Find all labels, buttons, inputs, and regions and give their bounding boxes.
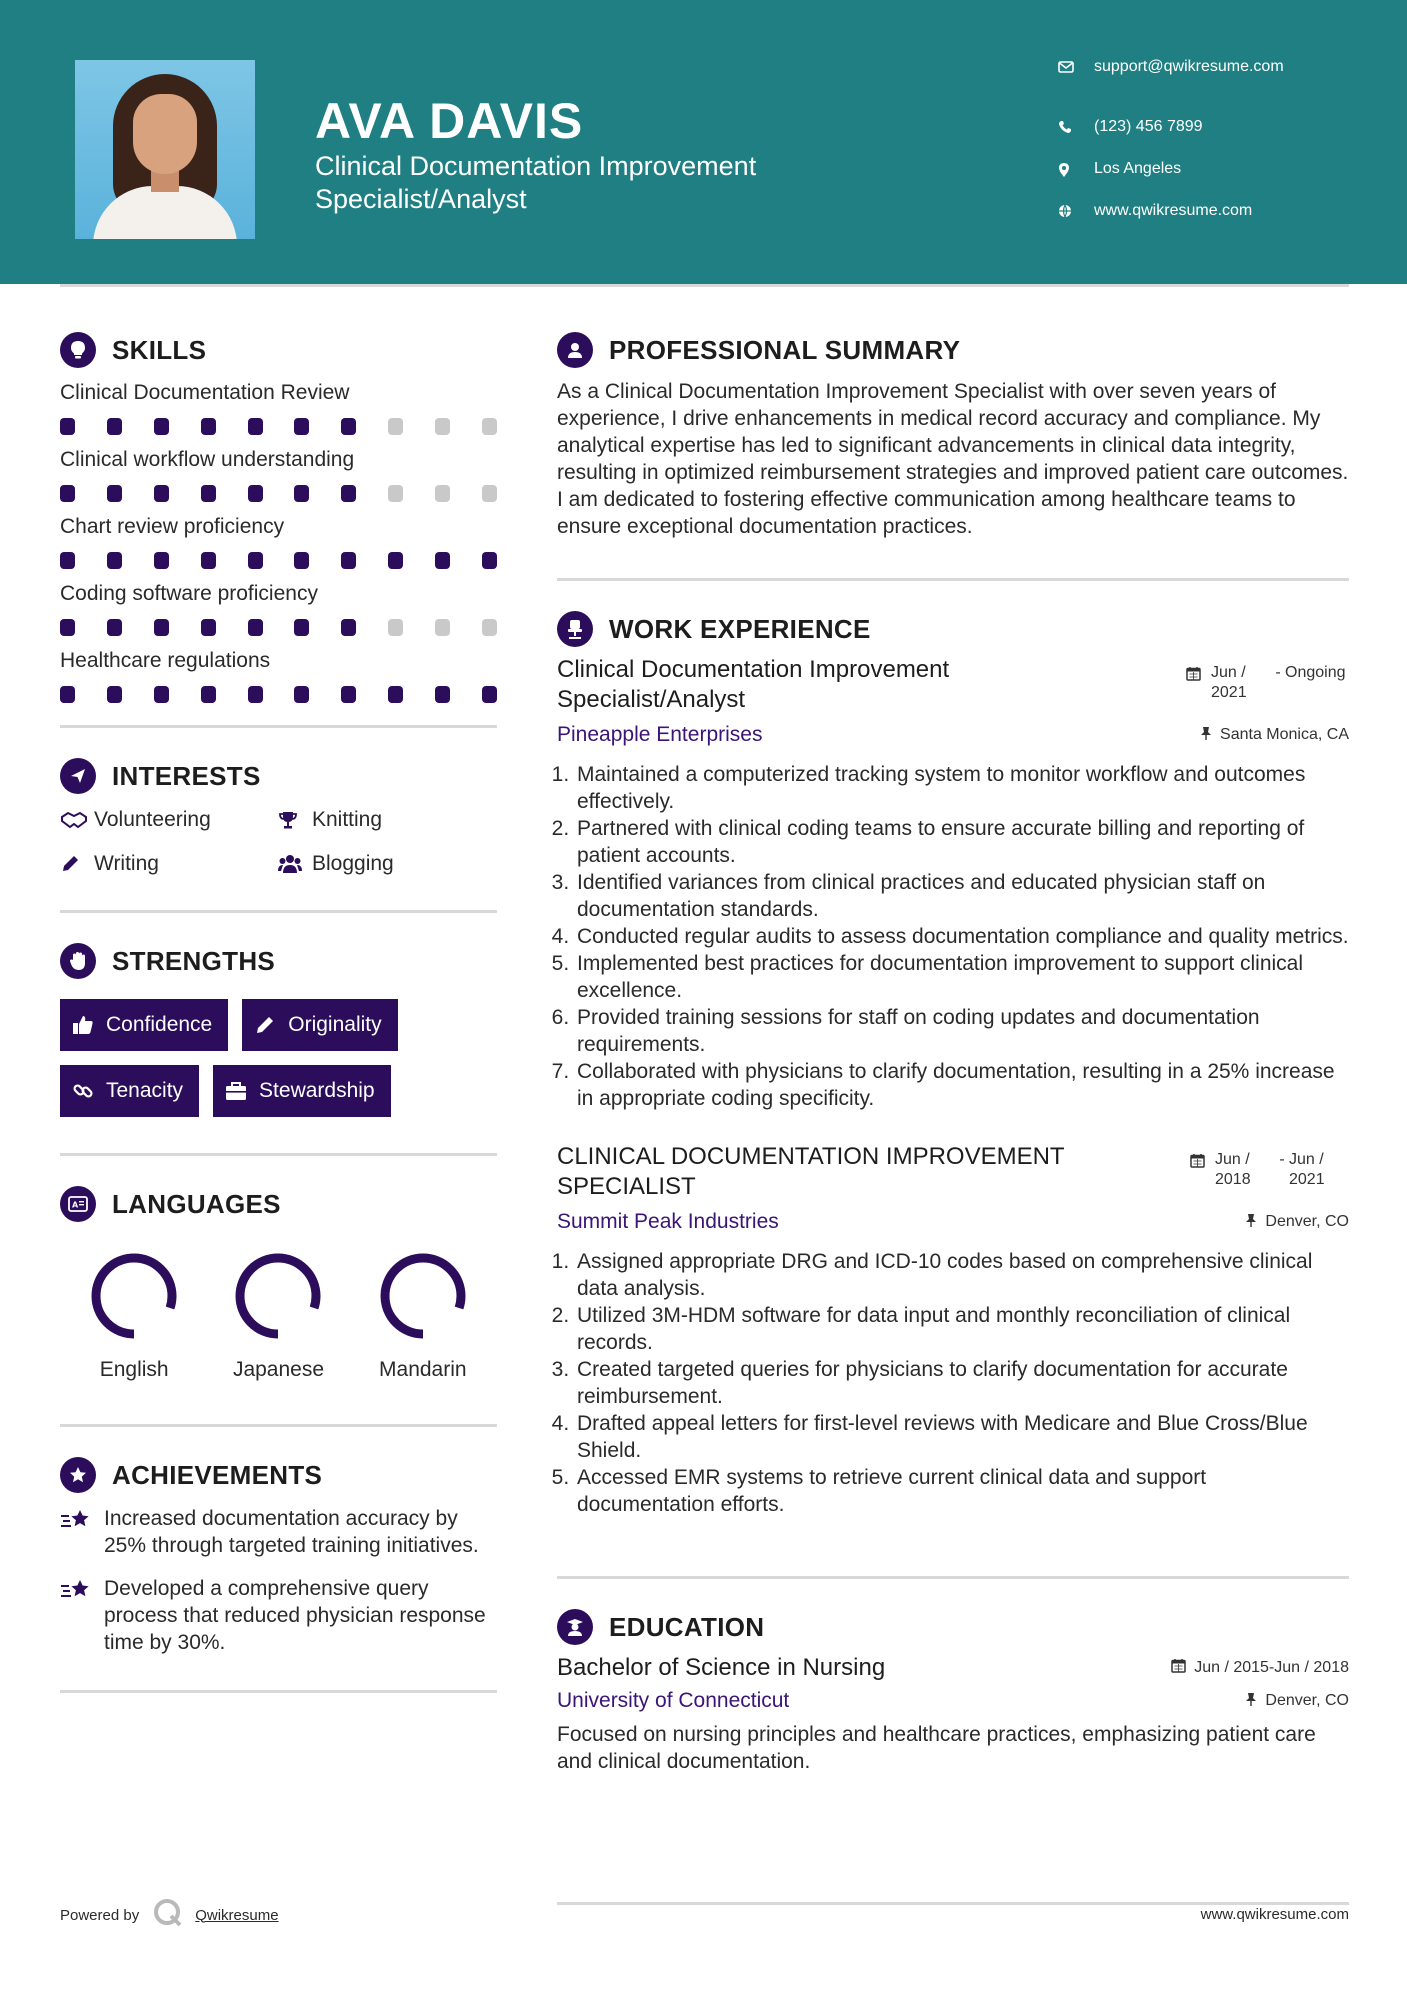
section-title: ACHIEVEMENTS (112, 1459, 323, 1490)
skill-dot (388, 418, 403, 435)
skill-dot (154, 686, 169, 703)
interest-item: Blogging (278, 852, 497, 876)
end-date: Jun / 2021 (1289, 1151, 1325, 1188)
language-level-arc (240, 1258, 316, 1334)
skills-section (60, 330, 497, 703)
svg-text:A: A (72, 1200, 79, 1210)
section-divider (60, 910, 497, 913)
graduate-icon (557, 1609, 593, 1645)
pencil-icon (60, 854, 94, 874)
pushpin-icon (1245, 1213, 1257, 1232)
footer-rule (557, 1902, 1349, 1905)
experience-section (557, 609, 1349, 1518)
skill-rating (60, 485, 497, 502)
contact-location (1058, 160, 1328, 190)
skill-name: Clinical Documentation Review (60, 381, 350, 404)
section-title: SKILLS (112, 334, 207, 365)
language-level-arc (96, 1258, 172, 1334)
degree: Bachelor of Science in Nursing (557, 1654, 886, 1681)
pushpin-icon (1200, 726, 1212, 745)
qwikresume-logo-icon (153, 1898, 183, 1932)
shooting-star-icon (60, 1575, 104, 1656)
strength-badge: Stewardship (213, 1065, 391, 1117)
location-pin-icon (1058, 160, 1094, 183)
education-heading (557, 1607, 1349, 1647)
footer-url[interactable]: www.qwikresume.com (1200, 1906, 1349, 1923)
job-dates: Jun / 2018 - Jun / 2021 (1190, 1150, 1349, 1190)
language-ring (230, 1248, 326, 1344)
skill-name: Coding software proficiency (60, 582, 318, 605)
duty-item: 2. Utilized 3M-HDM software for data input and monthly reconciliation of clinical records. (575, 1302, 1349, 1356)
skill-dot (248, 686, 263, 703)
qwikresume-link[interactable]: Qwikresume (195, 1906, 279, 1924)
skill-dot (154, 552, 169, 569)
phone-icon (1058, 118, 1094, 139)
job-entry (557, 1142, 1349, 1518)
end-date: Ongoing (1285, 664, 1346, 681)
duty-item: 3. Created targeted queries for physicians to clarify documentation for accurate reimbursement. (575, 1356, 1349, 1410)
skill-dot (248, 619, 263, 636)
contact-email[interactable] (1058, 58, 1328, 102)
languages-heading (60, 1184, 497, 1224)
language-item (351, 1248, 495, 1382)
skill-dot (60, 418, 75, 435)
user-icon (557, 332, 593, 368)
language-item (62, 1248, 206, 1382)
section-title: INTERESTS (112, 760, 261, 791)
interests-list (60, 808, 497, 876)
skill-dot (154, 619, 169, 636)
interest-item: Volunteering (60, 808, 278, 832)
resume-header (0, 0, 1407, 284)
duty-item: 7. Collaborated with physicians to clarify documentation, resulting in a 25% increase in appropriate coding specificity. (575, 1058, 1349, 1112)
achievement-item: Developed a comprehensive query process that reduced physician response time by 30%. (60, 1575, 497, 1656)
company-name: Summit Peak Industries (557, 1210, 779, 1233)
contact-website[interactable] (1058, 202, 1328, 232)
star-badge-icon (60, 1457, 96, 1493)
section-title: STRENGTHS (112, 945, 276, 976)
summary-heading (557, 330, 1349, 370)
strength-badge: Tenacity (60, 1065, 199, 1117)
school-name: University of Connecticut (557, 1689, 790, 1712)
skill-name: Healthcare regulations (60, 649, 271, 672)
skill-dot (107, 686, 122, 703)
contact-website-text: www.qwikresume.com (1094, 202, 1253, 219)
lightbulb-icon (60, 332, 96, 368)
skill-dot (248, 485, 263, 502)
interests-heading (60, 756, 497, 796)
section-divider (60, 1690, 497, 1693)
language-level-arc (385, 1258, 461, 1334)
skill-dot (435, 552, 450, 569)
skill-dot (60, 485, 75, 502)
section-divider (60, 1424, 497, 1427)
pencil-icon (254, 1014, 276, 1036)
job-duties (557, 1248, 1349, 1518)
summary-text: As a Clinical Documentation Improvement Specialist with over seven years of experience, I drive enhancements in medical record accuracy and compliance. My analytical expertise has led to significant advancements in clinical data integrity, resulting in optimized reimbursement strategies and improved patient care outcomes. I am dedicated to fostering effective communication among healthcare teams to ensure exceptional documentation practices. (557, 380, 1349, 538)
skill-dot (60, 619, 75, 636)
section-title: WORK EXPERIENCE (609, 613, 871, 644)
contact-phone-text: (123) 456 7899 (1094, 118, 1203, 135)
language-label: Mandarin (379, 1358, 467, 1381)
section-title: EDUCATION (609, 1611, 765, 1642)
skill-name: Clinical workflow understanding (60, 448, 355, 471)
job-title: Clinical Documentation Improvement Specialist/Analyst (557, 656, 950, 713)
skill-dot (201, 418, 216, 435)
start-date: Jun / 2018 (1215, 1151, 1251, 1188)
skill-dot (201, 619, 216, 636)
trophy-icon (278, 810, 312, 830)
candidate-name: AVA DAVIS (315, 93, 584, 149)
skill-rating (60, 619, 497, 636)
thumbs-up-icon (72, 1015, 94, 1035)
skill-dot (341, 619, 356, 636)
skill-dot (248, 418, 263, 435)
skill-dot (435, 418, 450, 435)
summary-section (557, 330, 1349, 540)
skill-dot (341, 552, 356, 569)
profile-photo (75, 60, 255, 239)
duty-item: 1. Assigned appropriate DRG and ICD-10 codes based on comprehensive clinical data analysis. (575, 1248, 1349, 1302)
achievements-heading (60, 1455, 497, 1495)
calendar-icon (1171, 1658, 1186, 1678)
education-section (557, 1607, 1349, 1775)
section-divider (557, 578, 1349, 581)
skill-dot (248, 552, 263, 569)
right-column (557, 284, 1349, 1775)
office-chair-icon (557, 611, 593, 647)
job-title: CLINICAL DOCUMENTATION IMPROVEMENT SPECIALIST (557, 1143, 1065, 1200)
skills-heading (60, 330, 497, 370)
languages-list (60, 1248, 497, 1382)
skill-dot (107, 485, 122, 502)
calendar-icon (1190, 1153, 1205, 1174)
strengths-list (60, 999, 497, 1117)
contact-list (1058, 58, 1328, 232)
strength-badge: Confidence (60, 999, 228, 1051)
skill-dot (201, 552, 216, 569)
skill-dot (60, 552, 75, 569)
strengths-heading (60, 941, 497, 981)
skill-dot (482, 552, 497, 569)
users-icon (278, 854, 312, 874)
skill-dot (482, 686, 497, 703)
section-divider (60, 725, 497, 728)
skill-dot (388, 619, 403, 636)
skill-dot (388, 485, 403, 502)
language-label: Japanese (232, 1358, 325, 1381)
languages-section (60, 1184, 497, 1382)
interests-section (60, 756, 497, 876)
section-divider (557, 1576, 1349, 1579)
powered-by: Powered by Qwikresume (60, 1898, 279, 1932)
skill-dot (294, 686, 309, 703)
skill-dot (435, 485, 450, 502)
hand-icon (60, 943, 96, 979)
skill-dot (482, 418, 497, 435)
skill-dot (294, 619, 309, 636)
shooting-star-icon (60, 1505, 104, 1559)
education-dates: Jun / 2015-Jun / 2018 (1171, 1658, 1349, 1678)
skill-dot (201, 485, 216, 502)
skill-rating (60, 552, 497, 569)
duty-item: 1. Maintained a computerized tracking system to monitor workflow and outcomes effectively. (575, 761, 1349, 815)
company-name: Pineapple Enterprises (557, 723, 763, 746)
strength-badge: Originality (242, 999, 397, 1051)
skill-dot (341, 485, 356, 502)
globe-icon (1058, 202, 1094, 223)
education-entry (557, 1653, 1349, 1775)
duty-item: 4. Conducted regular audits to assess documentation compliance and quality metrics. (575, 923, 1349, 950)
duty-item: 3. Identified variances from clinical practices and educated physician staff on documentation standards. (575, 869, 1349, 923)
candidate-title: Clinical Documentation Improvement Specialist/Analyst (315, 151, 757, 214)
skill-dot (107, 418, 122, 435)
skill-dot (201, 686, 216, 703)
calendar-icon (1186, 666, 1201, 687)
skill-dot (482, 485, 497, 502)
duty-item: 4. Drafted appeal letters for first-level reviews with Medicare and Blue Cross/Blue Shield. (575, 1410, 1349, 1464)
achievement-item: Increased documentation accuracy by 25% through targeted training initiatives. (60, 1505, 497, 1559)
language-ring (86, 1248, 182, 1344)
language-label: English (99, 1358, 169, 1381)
education-location: Denver, CO (1245, 1692, 1349, 1711)
section-title: PROFESSIONAL SUMMARY (609, 334, 961, 365)
contact-phone[interactable] (1058, 118, 1328, 148)
language-ring (375, 1248, 471, 1344)
job-location: Santa Monica, CA (1200, 726, 1349, 745)
skill-dot (435, 619, 450, 636)
strengths-section (60, 941, 497, 1117)
skill-dot (482, 619, 497, 636)
skill-dot (107, 552, 122, 569)
duty-item: 6. Provided training sessions for staff on coding updates and documentation requirements. (575, 1004, 1349, 1058)
language-item (206, 1248, 350, 1382)
job-entry (557, 655, 1349, 1112)
skill-dot (60, 686, 75, 703)
skill-dot (294, 552, 309, 569)
skill-rating (60, 686, 497, 703)
handshake-icon (60, 811, 94, 829)
skill-dot (388, 552, 403, 569)
achievements-section (60, 1455, 497, 1656)
skill-dot (294, 418, 309, 435)
duty-item: 5. Accessed EMR systems to retrieve current clinical data and support documentation efforts. (575, 1464, 1349, 1518)
link-icon (72, 1080, 94, 1102)
paper-plane-icon (60, 758, 96, 794)
job-dates: Jun / 2021 - Ongoing (1186, 663, 1349, 703)
skill-dot (294, 485, 309, 502)
skill-dot (154, 485, 169, 502)
duty-item: 2. Partnered with clinical coding teams to ensure accurate billing and reporting of patient accounts. (575, 815, 1349, 869)
skill-dot (107, 619, 122, 636)
skill-name: Chart review proficiency (60, 515, 285, 538)
education-description: Focused on nursing principles and healthcare practices, emphasizing patient care and clinical documentation. (557, 1723, 1316, 1773)
experience-heading (557, 609, 1349, 649)
section-title: LANGUAGES (112, 1188, 281, 1219)
skills-list (60, 380, 497, 703)
skill-dot (154, 418, 169, 435)
start-date: Jun / 2021 (1211, 664, 1247, 701)
duty-item: 5. Implemented best practices for documentation improvement to support clinical excellence. (575, 950, 1349, 1004)
skill-dot (435, 686, 450, 703)
envelope-icon (1058, 58, 1094, 79)
skill-dot (341, 418, 356, 435)
left-column (60, 284, 497, 1693)
interest-item: Writing (60, 852, 278, 876)
contact-location-text: Los Angeles (1094, 160, 1182, 177)
section-divider (60, 1153, 497, 1156)
skill-dot (341, 686, 356, 703)
skill-dot (388, 686, 403, 703)
pushpin-icon (1245, 1692, 1257, 1711)
interest-item: Knitting (278, 808, 497, 832)
contact-email-text: support@qwikresume.com (1094, 58, 1284, 75)
skill-rating (60, 418, 497, 435)
job-duties (557, 761, 1349, 1112)
language-icon (60, 1186, 96, 1222)
briefcase-icon (225, 1081, 247, 1101)
job-location: Denver, CO (1245, 1213, 1349, 1232)
